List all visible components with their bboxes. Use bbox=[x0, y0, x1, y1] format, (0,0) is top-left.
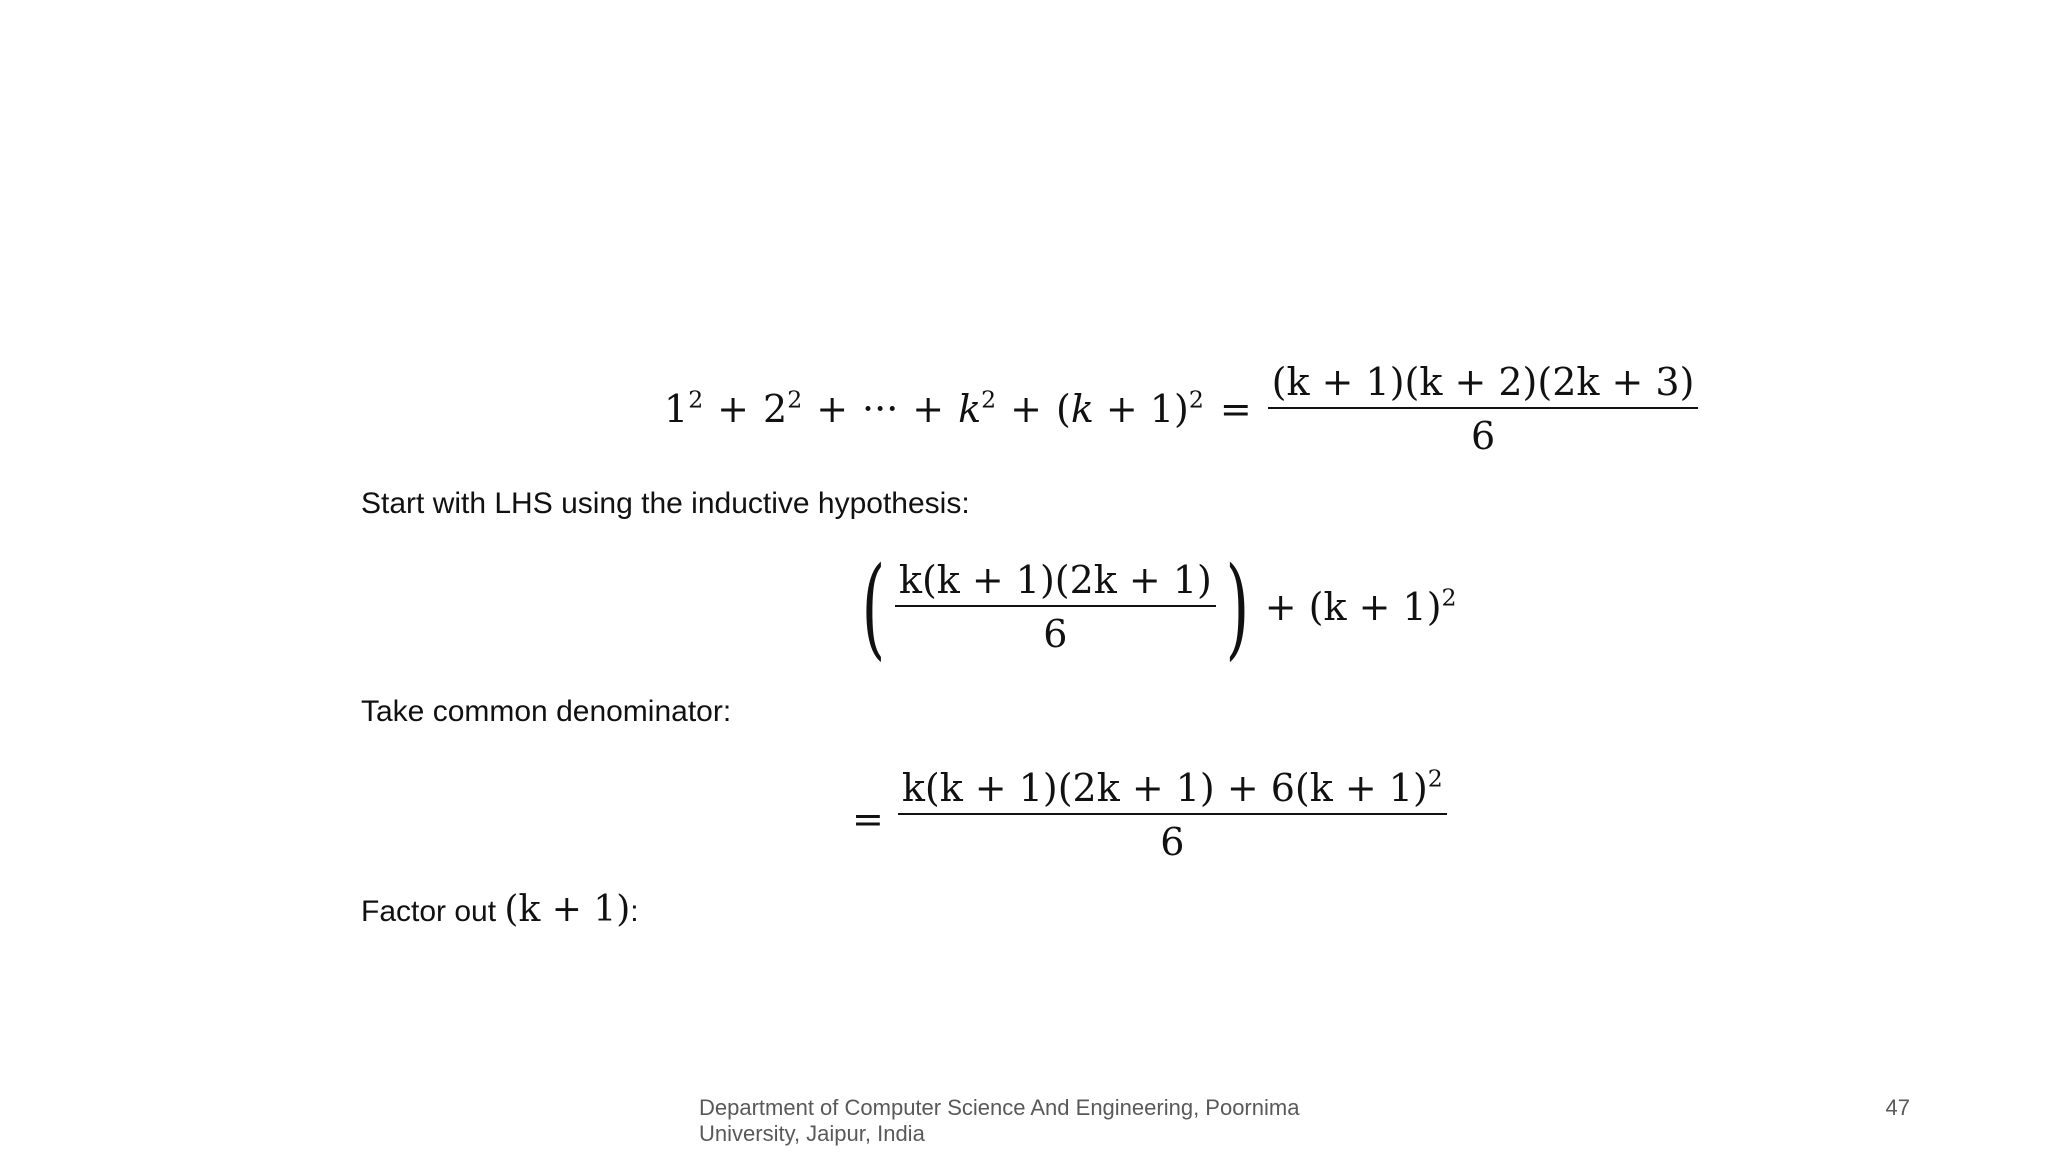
page-number: 47 bbox=[1885, 1095, 1910, 1120]
fraction-denominator: 6 bbox=[1043, 612, 1068, 656]
step-text-suffix: : bbox=[630, 895, 639, 928]
fraction-rhs bbox=[1268, 360, 1699, 458]
footer-department: Department of Computer Science And Engineering, Poornima University, Jaipur, India bbox=[699, 1095, 1300, 1146]
fraction-numerator: k(k + 1)(2k + 1) bbox=[898, 558, 1212, 602]
fraction-hypothesis bbox=[895, 558, 1216, 656]
fraction-numerator: $k(k + 1)(2k + 1) + 6(k + 1)^2$ bbox=[901, 764, 1443, 810]
left-paren: ( bbox=[861, 543, 886, 671]
step-inline-math: (k + 1) bbox=[504, 889, 631, 930]
step-text-common-denominator: Take common denominator: bbox=[361, 695, 732, 728]
term-2-squared: $2^2$ bbox=[763, 385, 803, 431]
step-text-label: Factor out bbox=[361, 895, 505, 928]
added-term: + $(k + 1)^2$ bbox=[1264, 583, 1457, 629]
fraction-numerator: (k + 1)(k + 2)(2k + 3) bbox=[1271, 360, 1695, 404]
term-k-plus-1-squared: $(k + 1)^2$ bbox=[1055, 385, 1204, 431]
ellipsis: ··· bbox=[862, 387, 899, 431]
equation-lhs-substituted bbox=[852, 543, 1457, 671]
equation-induction-target: $1^2$ + $2^2$ + ··· + $k^2$ + $(k + 1)^2$ = $\frac{(k + 1)(k + 2)(2k + 3)}{6}$ bbox=[664, 362, 1698, 456]
step-text-inductive-hypothesis: Start with LHS using the inductive hypothesis: bbox=[361, 487, 970, 520]
equals-sign: = bbox=[852, 797, 884, 841]
term-1-squared: $1^2$ bbox=[664, 385, 704, 431]
fraction-denominator: 6 bbox=[1160, 820, 1185, 864]
step-text-factor-out bbox=[361, 889, 639, 930]
fraction-combined bbox=[898, 764, 1447, 864]
right-paren: ) bbox=[1225, 543, 1250, 671]
equation-common-denominator bbox=[852, 764, 1447, 864]
term-k-squared: $k^2$ bbox=[958, 385, 997, 431]
fraction-denominator: 6 bbox=[1470, 414, 1496, 458]
